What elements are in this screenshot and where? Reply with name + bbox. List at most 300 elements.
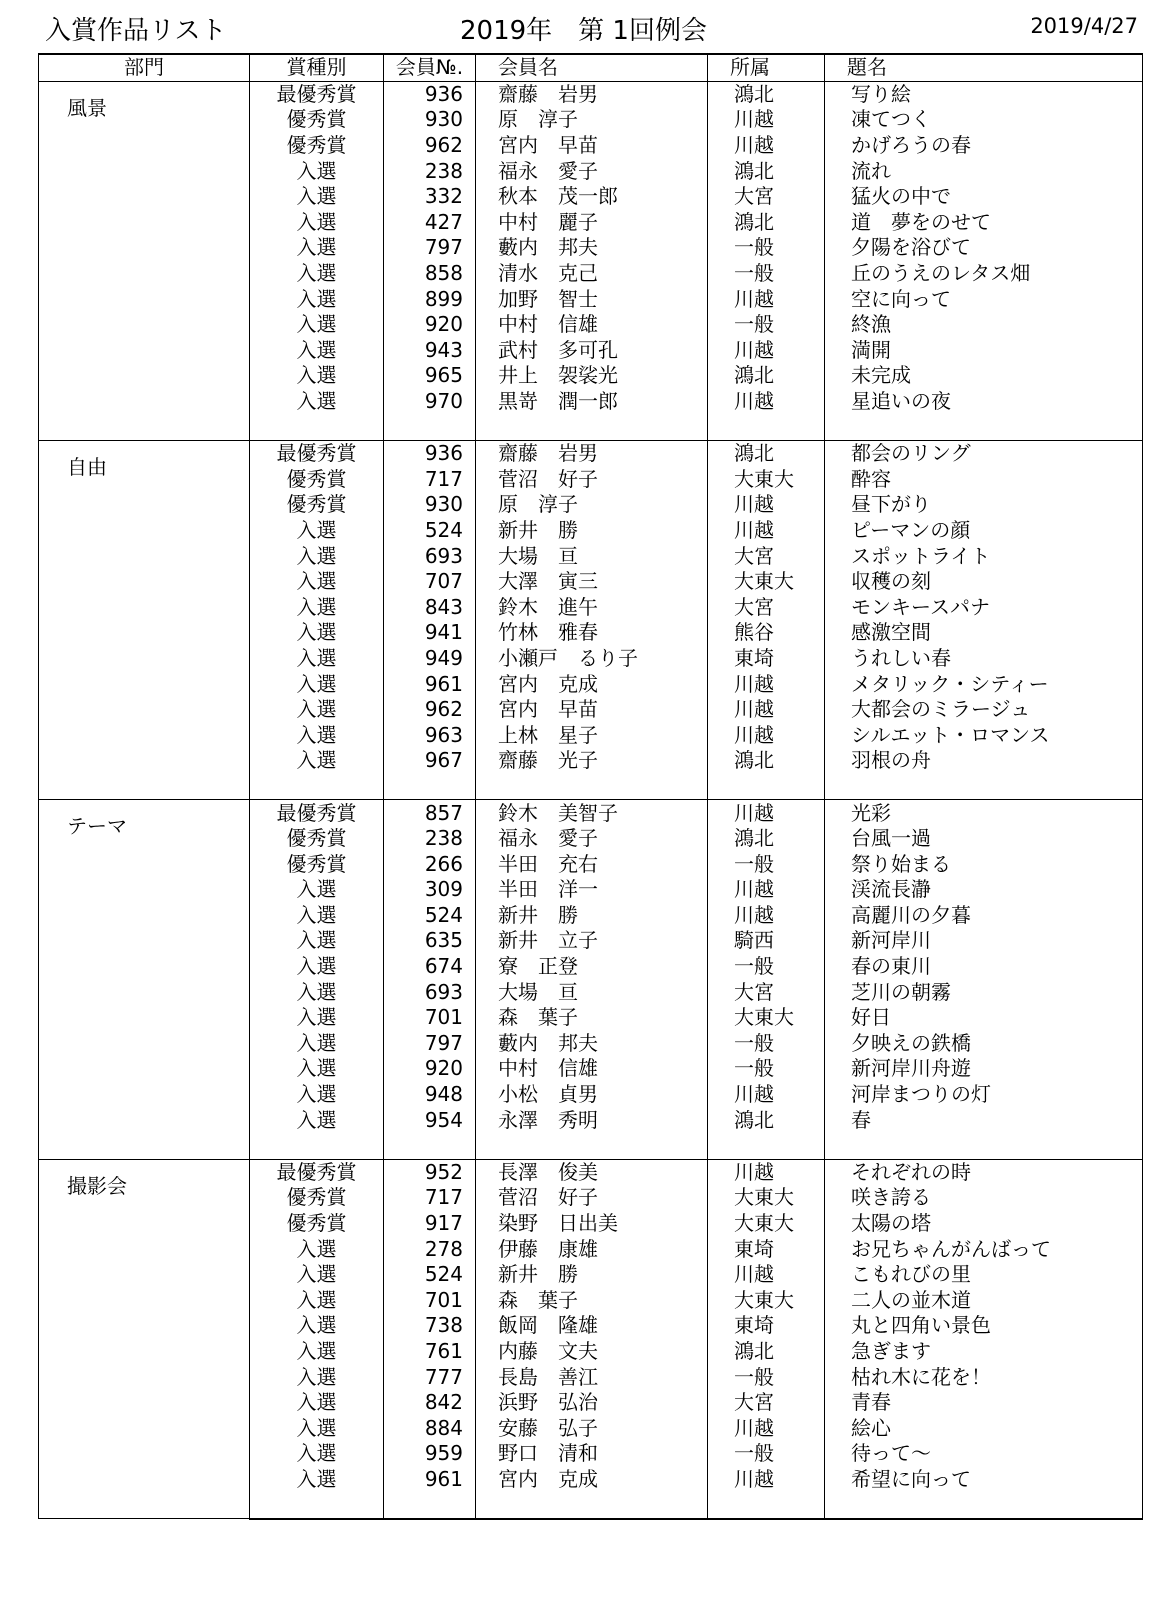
- work-title-cell: うれしい春: [825, 646, 1143, 672]
- member-name-cell: 森 葉子: [476, 1005, 708, 1031]
- work-title-cell: 猛火の中で: [825, 184, 1143, 210]
- member-number-cell: 427: [384, 210, 476, 236]
- member-name-cell: 武村 多可孔: [476, 338, 708, 364]
- affiliation-cell: 一般: [708, 954, 825, 980]
- member-name-cell: 鈴木 進午: [476, 594, 708, 620]
- empty-cell: [708, 1133, 825, 1159]
- work-title-cell: 祭り始まる: [825, 851, 1143, 877]
- work-title-cell: かげろうの春: [825, 133, 1143, 159]
- member-number-cell: 920: [384, 1056, 476, 1082]
- member-number-cell: 797: [384, 1031, 476, 1057]
- member-number-cell: 797: [384, 235, 476, 261]
- member-number-cell: 954: [384, 1107, 476, 1133]
- work-title-cell: 枯れ木に花を！: [825, 1364, 1143, 1390]
- member-name-cell: 福永 愛子: [476, 158, 708, 184]
- member-number-cell: 920: [384, 312, 476, 338]
- affiliation-cell: 鴻北: [708, 748, 825, 774]
- table-row: [39, 440, 1143, 466]
- affiliation-cell: 大東大: [708, 467, 825, 493]
- work-title-cell: 春の東川: [825, 954, 1143, 980]
- affiliation-cell: 大宮: [708, 594, 825, 620]
- member-name-cell: 新井 立子: [476, 928, 708, 954]
- work-title-cell: ピーマンの顔: [825, 518, 1143, 544]
- award-type-cell: 入選: [250, 1005, 384, 1031]
- affiliation-cell: 川越: [708, 671, 825, 697]
- member-name-cell: 伊藤 康雄: [476, 1236, 708, 1262]
- work-title-cell: シルエット・ロマンス: [825, 722, 1143, 748]
- member-name-cell: 大澤 寅三: [476, 569, 708, 595]
- award-type-cell: 入選: [250, 928, 384, 954]
- member-name-cell: 井上 袈裟光: [476, 363, 708, 389]
- award-type-cell: 入選: [250, 903, 384, 929]
- work-title-cell: 咲き誇る: [825, 1185, 1143, 1211]
- member-number-cell: 963: [384, 722, 476, 748]
- department-cell: [39, 800, 250, 1159]
- award-type-cell: 入選: [250, 518, 384, 544]
- work-title-cell: 新河岸川舟遊: [825, 1056, 1143, 1082]
- member-name-cell: 新井 勝: [476, 1262, 708, 1288]
- department-cell: [39, 1159, 250, 1519]
- affiliation-cell: 騎西: [708, 928, 825, 954]
- award-type-cell: 入選: [250, 1288, 384, 1314]
- work-title-cell: 道 夢をのせて: [825, 210, 1143, 236]
- member-number-cell: 717: [384, 467, 476, 493]
- member-number-cell: 777: [384, 1364, 476, 1390]
- affiliation-cell: 一般: [708, 851, 825, 877]
- empty-cell: [708, 774, 825, 800]
- affiliation-cell: 川越: [708, 722, 825, 748]
- member-number-cell: 948: [384, 1082, 476, 1108]
- affiliation-cell: 一般: [708, 1056, 825, 1082]
- table-row: [39, 1159, 1143, 1185]
- member-number-cell: 967: [384, 748, 476, 774]
- affiliation-cell: 川越: [708, 518, 825, 544]
- member-number-cell: 524: [384, 518, 476, 544]
- affiliation-cell: 川越: [708, 133, 825, 159]
- empty-cell: [708, 1492, 825, 1519]
- column-header-member-number: 会員№.: [384, 54, 476, 81]
- member-name-cell: 宮内 早苗: [476, 133, 708, 159]
- affiliation-cell: 大東大: [708, 1185, 825, 1211]
- award-type-cell: 入選: [250, 646, 384, 672]
- award-type-cell: 入選: [250, 1415, 384, 1441]
- member-name-cell: 藪内 邦夫: [476, 1031, 708, 1057]
- work-title-cell: それぞれの時: [825, 1159, 1143, 1185]
- member-number-cell: 524: [384, 903, 476, 929]
- affiliation-cell: 大宮: [708, 979, 825, 1005]
- department-cell: [39, 81, 250, 440]
- award-type-cell: 入選: [250, 312, 384, 338]
- affiliation-cell: 鴻北: [708, 81, 825, 107]
- empty-cell: [384, 1133, 476, 1159]
- member-name-cell: 藪内 邦夫: [476, 235, 708, 261]
- award-type-cell: 入選: [250, 1262, 384, 1288]
- award-type-cell: 優秀賞: [250, 133, 384, 159]
- affiliation-cell: 一般: [708, 261, 825, 287]
- affiliation-cell: 川越: [708, 1262, 825, 1288]
- award-type-cell: 入選: [250, 286, 384, 312]
- award-type-cell: 入選: [250, 1339, 384, 1365]
- award-type-cell: 入選: [250, 1441, 384, 1467]
- award-type-cell: 入選: [250, 877, 384, 903]
- work-title-cell: 都会のリング: [825, 440, 1143, 466]
- work-title-cell: 芝川の朝霧: [825, 979, 1143, 1005]
- member-number-cell: 949: [384, 646, 476, 672]
- award-type-cell: 入選: [250, 158, 384, 184]
- member-name-cell: 清水 克己: [476, 261, 708, 287]
- award-type-cell: 入選: [250, 722, 384, 748]
- member-number-cell: 899: [384, 286, 476, 312]
- member-name-cell: 大場 亘: [476, 979, 708, 1005]
- affiliation-cell: 川越: [708, 1159, 825, 1185]
- affiliation-cell: 鴻北: [708, 1107, 825, 1133]
- member-name-cell: 上林 星子: [476, 722, 708, 748]
- work-title-cell: 光彩: [825, 800, 1143, 826]
- section-group: [39, 1159, 1143, 1519]
- member-number-cell: 930: [384, 492, 476, 518]
- member-number-cell: 701: [384, 1288, 476, 1314]
- department-label: 撮影会: [67, 1173, 127, 1198]
- empty-cell: [476, 774, 708, 800]
- section-group: [39, 440, 1143, 799]
- award-type-cell: 入選: [250, 210, 384, 236]
- affiliation-cell: 鴻北: [708, 826, 825, 852]
- award-type-cell: 入選: [250, 338, 384, 364]
- work-title-cell: 新河岸川: [825, 928, 1143, 954]
- member-number-cell: 961: [384, 1467, 476, 1493]
- affiliation-cell: 東埼: [708, 1236, 825, 1262]
- award-type-cell: 入選: [250, 1313, 384, 1339]
- column-header-department: 部門: [39, 54, 250, 81]
- award-type-cell: 優秀賞: [250, 467, 384, 493]
- work-title-cell: 丸と四角い景色: [825, 1313, 1143, 1339]
- award-type-cell: 入選: [250, 697, 384, 723]
- member-name-cell: 小瀬戸 るり子: [476, 646, 708, 672]
- member-number-cell: 857: [384, 800, 476, 826]
- work-title-cell: 台風一過: [825, 826, 1143, 852]
- work-title-cell: 昼下がり: [825, 492, 1143, 518]
- affiliation-cell: 川越: [708, 697, 825, 723]
- work-title-cell: お兄ちゃんがんばって: [825, 1236, 1143, 1262]
- work-title-cell: 満開: [825, 338, 1143, 364]
- award-type-cell: 入選: [250, 954, 384, 980]
- empty-cell: [250, 774, 384, 800]
- award-type-cell: 最優秀賞: [250, 800, 384, 826]
- affiliation-cell: 一般: [708, 312, 825, 338]
- member-number-cell: 738: [384, 1313, 476, 1339]
- section-group: [39, 800, 1143, 1159]
- work-title-cell: 羽根の舟: [825, 748, 1143, 774]
- award-type-cell: 最優秀賞: [250, 440, 384, 466]
- section-group: [39, 81, 1143, 440]
- member-number-cell: 962: [384, 133, 476, 159]
- member-name-cell: 寮 正登: [476, 954, 708, 980]
- member-number-cell: 309: [384, 877, 476, 903]
- empty-cell: [250, 414, 384, 440]
- affiliation-cell: 川越: [708, 800, 825, 826]
- award-type-cell: 優秀賞: [250, 492, 384, 518]
- award-type-cell: 入選: [250, 363, 384, 389]
- meeting-title: 2019年 第 1回例会: [460, 16, 707, 46]
- member-name-cell: 宮内 克成: [476, 1467, 708, 1493]
- member-number-cell: 524: [384, 1262, 476, 1288]
- member-number-cell: 842: [384, 1390, 476, 1416]
- member-name-cell: 原 淳子: [476, 492, 708, 518]
- member-name-cell: 浜野 弘治: [476, 1390, 708, 1416]
- member-number-cell: 635: [384, 928, 476, 954]
- member-number-cell: 858: [384, 261, 476, 287]
- affiliation-cell: 川越: [708, 1415, 825, 1441]
- page-header: [0, 0, 1176, 52]
- affiliation-cell: 一般: [708, 235, 825, 261]
- affiliation-cell: 一般: [708, 1441, 825, 1467]
- affiliation-cell: 大宮: [708, 1390, 825, 1416]
- empty-cell: [708, 414, 825, 440]
- affiliation-cell: 大東大: [708, 569, 825, 595]
- member-name-cell: 森 葉子: [476, 1288, 708, 1314]
- affiliation-cell: 川越: [708, 903, 825, 929]
- member-number-cell: 936: [384, 440, 476, 466]
- award-type-cell: 入選: [250, 1056, 384, 1082]
- member-number-cell: 332: [384, 184, 476, 210]
- award-type-cell: 入選: [250, 1390, 384, 1416]
- award-type-cell: 優秀賞: [250, 826, 384, 852]
- affiliation-cell: 川越: [708, 286, 825, 312]
- affiliation-cell: 鴻北: [708, 363, 825, 389]
- work-title-cell: 流れ: [825, 158, 1143, 184]
- work-title-cell: 未完成: [825, 363, 1143, 389]
- affiliation-cell: 川越: [708, 492, 825, 518]
- empty-cell: [250, 1492, 384, 1519]
- work-title-cell: 河岸まつりの灯: [825, 1082, 1143, 1108]
- department-label: テーマ: [67, 814, 127, 839]
- empty-cell: [250, 1133, 384, 1159]
- member-number-cell: 693: [384, 543, 476, 569]
- member-name-cell: 小松 貞男: [476, 1082, 708, 1108]
- award-type-cell: 入選: [250, 543, 384, 569]
- award-type-cell: 入選: [250, 1082, 384, 1108]
- award-list-table: [38, 53, 1143, 1520]
- member-number-cell: 965: [384, 363, 476, 389]
- empty-cell: [476, 1492, 708, 1519]
- affiliation-cell: 一般: [708, 1364, 825, 1390]
- page-title: 入賞作品リスト: [45, 16, 227, 46]
- meeting-date: 2019/4/27: [1030, 14, 1138, 38]
- award-type-cell: 入選: [250, 594, 384, 620]
- member-name-cell: 齋藤 岩男: [476, 81, 708, 107]
- member-number-cell: 930: [384, 107, 476, 133]
- work-title-cell: 青春: [825, 1390, 1143, 1416]
- member-number-cell: 843: [384, 594, 476, 620]
- affiliation-cell: 熊谷: [708, 620, 825, 646]
- member-name-cell: 大場 亘: [476, 543, 708, 569]
- member-number-cell: 961: [384, 671, 476, 697]
- affiliation-cell: 川越: [708, 107, 825, 133]
- award-type-cell: 入選: [250, 1031, 384, 1057]
- department-cell: [39, 440, 250, 799]
- member-name-cell: 内藤 文夫: [476, 1339, 708, 1365]
- table-row: [39, 81, 1143, 107]
- award-type-cell: 入選: [250, 569, 384, 595]
- award-type-cell: 入選: [250, 1364, 384, 1390]
- affiliation-cell: 大東大: [708, 1211, 825, 1237]
- work-title-cell: 絵心: [825, 1415, 1143, 1441]
- member-name-cell: 新井 勝: [476, 518, 708, 544]
- member-name-cell: 永澤 秀明: [476, 1107, 708, 1133]
- award-type-cell: 入選: [250, 979, 384, 1005]
- department-label: 風景: [67, 95, 107, 120]
- work-title-cell: 春: [825, 1107, 1143, 1133]
- member-name-cell: 飯岡 隆雄: [476, 1313, 708, 1339]
- empty-cell: [825, 414, 1143, 440]
- member-name-cell: 宮内 克成: [476, 671, 708, 697]
- table-header-row: [39, 54, 1143, 81]
- member-name-cell: 宮内 早苗: [476, 697, 708, 723]
- work-title-cell: 急ぎます: [825, 1339, 1143, 1365]
- member-name-cell: 中村 麗子: [476, 210, 708, 236]
- work-title-cell: 夕陽を浴びて: [825, 235, 1143, 261]
- member-number-cell: 717: [384, 1185, 476, 1211]
- member-number-cell: 941: [384, 620, 476, 646]
- empty-cell: [825, 1492, 1143, 1519]
- award-type-cell: 入選: [250, 261, 384, 287]
- affiliation-cell: 鴻北: [708, 440, 825, 466]
- award-type-cell: 最優秀賞: [250, 81, 384, 107]
- award-type-cell: 入選: [250, 389, 384, 415]
- member-number-cell: 884: [384, 1415, 476, 1441]
- affiliation-cell: 大東大: [708, 1288, 825, 1314]
- affiliation-cell: 大東大: [708, 1005, 825, 1031]
- empty-cell: [825, 1133, 1143, 1159]
- award-type-cell: 入選: [250, 184, 384, 210]
- member-number-cell: 943: [384, 338, 476, 364]
- member-name-cell: 菅沼 好子: [476, 1185, 708, 1211]
- award-type-cell: 入選: [250, 1107, 384, 1133]
- work-title-cell: 大都会のミラージュ: [825, 697, 1143, 723]
- empty-cell: [476, 1133, 708, 1159]
- award-type-cell: 最優秀賞: [250, 1159, 384, 1185]
- affiliation-cell: 鴻北: [708, 210, 825, 236]
- work-title-cell: 待って～: [825, 1441, 1143, 1467]
- affiliation-cell: 鴻北: [708, 1339, 825, 1365]
- member-name-cell: 長澤 俊美: [476, 1159, 708, 1185]
- member-number-cell: 238: [384, 826, 476, 852]
- work-title-cell: 写り絵: [825, 81, 1143, 107]
- work-title-cell: 二人の並木道: [825, 1288, 1143, 1314]
- member-name-cell: 野口 清和: [476, 1441, 708, 1467]
- work-title-cell: スポットライト: [825, 543, 1143, 569]
- work-title-cell: 渓流長瀞: [825, 877, 1143, 903]
- empty-cell: [384, 1492, 476, 1519]
- member-number-cell: 266: [384, 851, 476, 877]
- column-header-title: 題名: [825, 54, 1143, 81]
- member-name-cell: 加野 智士: [476, 286, 708, 312]
- member-name-cell: 原 淳子: [476, 107, 708, 133]
- member-number-cell: 970: [384, 389, 476, 415]
- award-type-cell: 入選: [250, 235, 384, 261]
- affiliation-cell: 川越: [708, 1082, 825, 1108]
- member-number-cell: 761: [384, 1339, 476, 1365]
- member-number-cell: 701: [384, 1005, 476, 1031]
- member-name-cell: 中村 信雄: [476, 1056, 708, 1082]
- affiliation-cell: 大宮: [708, 184, 825, 210]
- award-type-cell: 入選: [250, 671, 384, 697]
- member-number-cell: 962: [384, 697, 476, 723]
- award-type-cell: 入選: [250, 1467, 384, 1493]
- award-type-cell: 入選: [250, 748, 384, 774]
- work-title-cell: 夕映えの鉄橋: [825, 1031, 1143, 1057]
- award-type-cell: 優秀賞: [250, 1185, 384, 1211]
- member-number-cell: 917: [384, 1211, 476, 1237]
- affiliation-cell: 鴻北: [708, 158, 825, 184]
- member-name-cell: 竹林 雅春: [476, 620, 708, 646]
- award-type-cell: 入選: [250, 620, 384, 646]
- work-title-cell: 空に向って: [825, 286, 1143, 312]
- member-name-cell: 黒嵜 潤一郎: [476, 389, 708, 415]
- member-name-cell: 半田 洋一: [476, 877, 708, 903]
- work-title-cell: 酔容: [825, 467, 1143, 493]
- member-name-cell: 安藤 弘子: [476, 1415, 708, 1441]
- work-title-cell: 丘のうえのレタス畑: [825, 261, 1143, 287]
- work-title-cell: 高麗川の夕暮: [825, 903, 1143, 929]
- award-type-cell: 優秀賞: [250, 107, 384, 133]
- affiliation-cell: 東埼: [708, 646, 825, 672]
- work-title-cell: 好日: [825, 1005, 1143, 1031]
- empty-cell: [384, 414, 476, 440]
- member-name-cell: 半田 充右: [476, 851, 708, 877]
- member-name-cell: 菅沼 好子: [476, 467, 708, 493]
- work-title-cell: モンキースパナ: [825, 594, 1143, 620]
- member-number-cell: 693: [384, 979, 476, 1005]
- work-title-cell: メタリック・シティー: [825, 671, 1143, 697]
- work-title-cell: 収穫の刻: [825, 569, 1143, 595]
- member-number-cell: 952: [384, 1159, 476, 1185]
- affiliation-cell: 一般: [708, 1031, 825, 1057]
- column-header-member-name: 会員名: [476, 54, 708, 81]
- member-name-cell: 秋本 茂一郎: [476, 184, 708, 210]
- member-number-cell: 936: [384, 81, 476, 107]
- member-name-cell: 鈴木 美智子: [476, 800, 708, 826]
- member-name-cell: 新井 勝: [476, 903, 708, 929]
- member-name-cell: 齋藤 光子: [476, 748, 708, 774]
- work-title-cell: 感激空間: [825, 620, 1143, 646]
- member-name-cell: 齋藤 岩男: [476, 440, 708, 466]
- affiliation-cell: 川越: [708, 389, 825, 415]
- award-type-cell: 入選: [250, 1236, 384, 1262]
- member-name-cell: 中村 信雄: [476, 312, 708, 338]
- column-header-award-type: 賞種別: [250, 54, 384, 81]
- affiliation-cell: 川越: [708, 877, 825, 903]
- table-row: [39, 800, 1143, 826]
- work-title-cell: 太陽の塔: [825, 1211, 1143, 1237]
- member-number-cell: 707: [384, 569, 476, 595]
- award-type-cell: 優秀賞: [250, 1211, 384, 1237]
- affiliation-cell: 東埼: [708, 1313, 825, 1339]
- empty-cell: [825, 774, 1143, 800]
- work-title-cell: 終漁: [825, 312, 1143, 338]
- member-number-cell: 674: [384, 954, 476, 980]
- work-title-cell: 凍てつく: [825, 107, 1143, 133]
- affiliation-cell: 川越: [708, 338, 825, 364]
- empty-cell: [476, 414, 708, 440]
- column-header-affiliation: 所属: [708, 54, 825, 81]
- affiliation-cell: 大宮: [708, 543, 825, 569]
- department-label: 自由: [67, 454, 107, 479]
- affiliation-cell: 川越: [708, 1467, 825, 1493]
- work-title-cell: こもれびの里: [825, 1262, 1143, 1288]
- member-name-cell: 染野 日出美: [476, 1211, 708, 1237]
- member-number-cell: 959: [384, 1441, 476, 1467]
